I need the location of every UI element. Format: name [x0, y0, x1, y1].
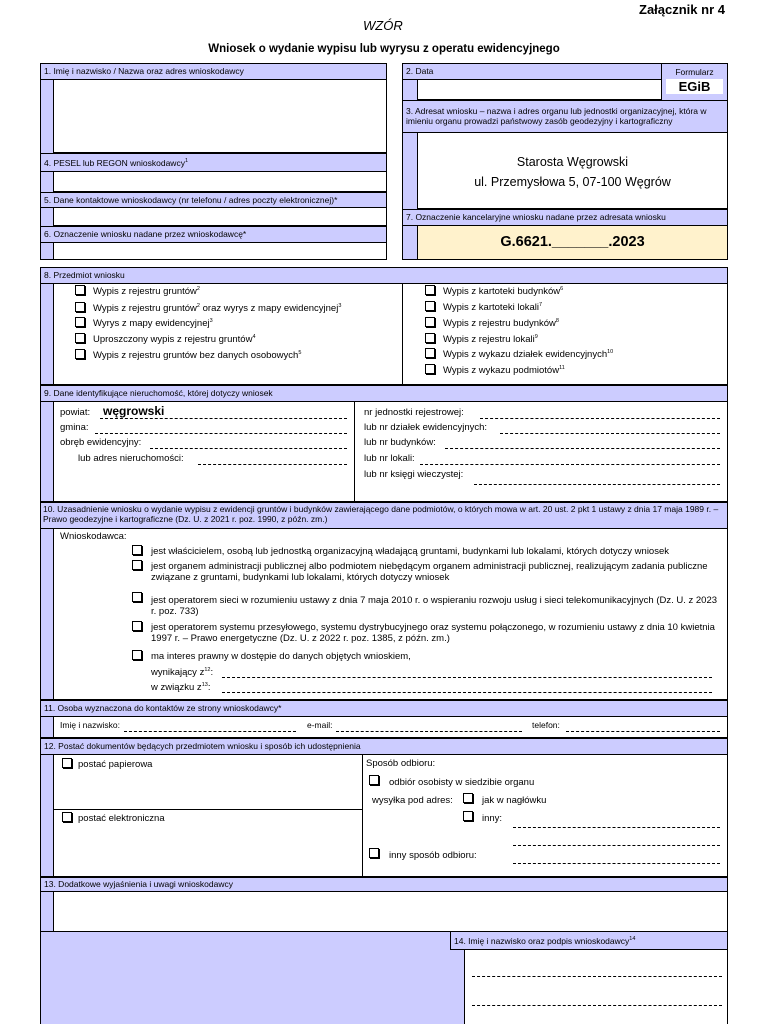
dzialki-line[interactable] — [500, 433, 720, 434]
applicant-ref-field[interactable] — [53, 242, 387, 260]
section-6-label: 6. Oznaczenie wniosku nadane przez wnioskodawcę* — [40, 226, 387, 243]
annex-label: Załącznik nr 4 — [639, 2, 725, 17]
signature-box[interactable] — [464, 949, 728, 1024]
s10-option-5: ma interes prawny w dostępie do danych objętych wnioskiem, — [151, 651, 411, 662]
section-9-label: 9. Dane identyfikujące nieruchomość, której dotyczy wniosek — [40, 385, 728, 402]
addressee-box — [417, 132, 728, 209]
checkbox-s8-r4[interactable] — [425, 348, 435, 358]
adres-label: lub adres nieruchomości: — [78, 453, 184, 464]
signature-line-2 — [472, 1005, 722, 1006]
s8-left-item: Wypis z rejestru gruntów$^2$ oraz wyrys z mapy ewidencyjnej$^3$ — [93, 303, 342, 315]
pesel-field[interactable] — [53, 171, 387, 192]
contact-email-label: e-mail: — [307, 720, 333, 730]
zwiazku-line[interactable] — [222, 692, 712, 693]
checkbox-papier[interactable] — [62, 758, 72, 768]
checkbox-elektr[interactable] — [62, 812, 72, 822]
section-9-left-box — [53, 401, 355, 502]
form-label: Formularz — [675, 67, 714, 77]
s8-right-item: Wypis z wykazu działek ewidencyjnych$^{10}$ — [443, 349, 614, 361]
wysylka-label: wysyłka pod adres: — [372, 795, 453, 806]
obreb-line[interactable] — [150, 448, 347, 449]
checkbox-inny-sposob[interactable] — [369, 848, 379, 858]
wynikajacy-label: wynikający $z^{12}$: — [151, 667, 214, 679]
section-10-label: 10. Uzasadnienie wniosku o wydanie wypisu z ewidencji gruntów i budynków zawierającego dane podmiotów, o których mowa w art. 20 ust. 2 pkt 1 ustawy z dnia 17 maja 1989 r. – Prawo geodezyjne i kartograficzne (Dz. U. z 2021 r. poz. 1990, z późn. zm.) — [40, 502, 728, 529]
checkbox-s10-5[interactable] — [132, 650, 142, 660]
budynkow-label: lub nr budynków: — [364, 437, 436, 448]
wynikajacy-line[interactable] — [222, 677, 712, 678]
section-5-label: 5. Dane kontaktowe wnioskodawcy (nr telefonu / adres poczty elektronicznej)* — [40, 192, 387, 208]
office-ref-box — [417, 225, 728, 260]
inny-sposob-line[interactable] — [513, 863, 720, 864]
gmina-line[interactable] — [95, 433, 347, 434]
contact-tel-label: telefon: — [532, 720, 560, 730]
s8-right-item: Wypis z rejestru lokali$^9$ — [443, 334, 538, 346]
section-8-label: 8. Przedmiot wniosku — [40, 267, 728, 284]
wzor-label: WZÓR — [363, 18, 403, 33]
ksiegi-label: lub nr księgi wieczystej: — [364, 469, 464, 480]
date-field[interactable] — [417, 79, 662, 100]
inny-label: inny: — [482, 813, 503, 824]
naglowek-label: jak w nagłówku — [482, 795, 547, 806]
s10-option-3: jest operatorem sieci w rozumieniu ustawy z dnia 7 maja 2010 r. o wspieraniu rozwoju usług i sieci telekomunikacyjnych (Dz. U. z 2023 r. poz. 733) — [151, 595, 718, 618]
checkbox-s10-3[interactable] — [132, 592, 142, 602]
section-12-label: 12. Postać dokumentów będących przedmiotem wniosku i sposób ich udostępnienia — [40, 738, 728, 755]
s10-option-4: jest operatorem systemu przesyłowego, systemu dystrybucyjnego oraz systemu połączonego, w rozumieniu ustawy z dnia 10 kwietnia 1997 r. – Prawo energetyczne (Dz. U. z 2022 r. poz. 1385, z późn. zm.) — [151, 622, 715, 645]
form-code-box — [661, 63, 728, 101]
inny-line-1[interactable] — [513, 827, 720, 828]
inny-sposob-label: inny sposób odbioru: — [389, 850, 477, 861]
powiat-label: powiat: — [60, 407, 91, 418]
s8-right-item: Wypis z kartoteki lokali$^7$ — [443, 302, 543, 314]
zwiazku-label: w związku $z^{13}$: — [151, 682, 211, 694]
checkbox-naglowek[interactable] — [463, 793, 473, 803]
checkbox-s8-l4[interactable] — [75, 349, 85, 359]
applicant-name-field[interactable] — [53, 79, 387, 153]
page-title: Wniosek o wydanie wypisu lub wyrysu z operatu ewidencyjnego — [208, 43, 560, 55]
checkbox-s8-l3[interactable] — [75, 333, 85, 343]
checkbox-s8-r3[interactable] — [425, 333, 435, 343]
checkbox-osobisty[interactable] — [369, 775, 379, 785]
wnioskodawca-label: Wnioskodawca: — [60, 531, 127, 542]
checkbox-s8-l2[interactable] — [75, 317, 85, 327]
sposob-label: Sposób odbioru: — [366, 758, 436, 769]
gmina-label: gmina: — [60, 422, 89, 433]
obreb-label: obręb ewidencyjny: — [60, 437, 142, 448]
lokali-label: lub nr lokali: — [364, 453, 415, 464]
s8-left-item: Wypis z rejestru gruntów bez danych osobowych$^5$ — [93, 350, 302, 362]
checkbox-s8-r5[interactable] — [425, 364, 435, 374]
remarks-field[interactable] — [53, 891, 728, 932]
contact-tel-line[interactable] — [566, 731, 720, 732]
addressee-line2: ul. Przemysłowa 5, 07-100 Węgrów — [474, 175, 671, 189]
powiat-value[interactable]: węgrowski — [103, 404, 165, 418]
section-1-label: 1. Imię i nazwisko / Nazwa oraz adres wnioskodawcy — [40, 63, 387, 80]
addressee-line1: Starosta Węgrowski — [516, 155, 629, 169]
contact-field[interactable] — [53, 207, 387, 226]
checkbox-s8-r0[interactable] — [425, 285, 435, 295]
adres-line[interactable] — [198, 464, 347, 465]
contact-email-line[interactable] — [336, 731, 522, 732]
s8-left-item: Wypis z rejestru gruntów$^2$ — [93, 286, 200, 298]
jednostka-line[interactable] — [480, 418, 720, 419]
form-code: EGiB — [666, 79, 723, 94]
checkbox-s8-r1[interactable] — [425, 301, 435, 311]
papier-label: postać papierowa — [78, 759, 153, 770]
osobisty-label: odbiór osobisty w siedzibie organu — [389, 777, 535, 788]
checkbox-s10-4[interactable] — [132, 621, 142, 631]
s8-right-item: Wypis z kartoteki budynków$^6$ — [443, 286, 564, 298]
section-3-label: 3. Adresat wniosku – nazwa i adres organu lub jednostki organizacyjnej, która w imieniu organu prowadzi państwowy zasób geodezyjny i kartograficzny — [402, 100, 728, 133]
contact-name-label: Imię i nazwisko: — [60, 720, 120, 730]
s8-left-item: Uproszczony wypis z rejestru gruntów$^4$ — [93, 334, 256, 346]
jednostka-label: nr jednostki rejestrowej: — [364, 407, 464, 418]
section-13-label: 13. Dodatkowe wyjaśnienia i uwagi wnioskodawcy — [40, 877, 728, 892]
office-ref-value: G.6621._______.2023 — [500, 234, 645, 250]
checkbox-s10-2[interactable] — [132, 560, 142, 570]
s8-right-item: Wypis z rejestru budynków$^8$ — [443, 318, 559, 330]
checkbox-s8-r2[interactable] — [425, 317, 435, 327]
contact-name-line[interactable] — [124, 731, 296, 732]
powiat-line — [100, 418, 347, 419]
inny-line-2[interactable] — [513, 845, 720, 846]
s10-option-1: jest właścicielem, osobą lub jednostką organizacyjną władającą gruntami, budynkami lub lokalami, których dotyczy wniosek — [151, 546, 670, 557]
dzialki-label: lub nr działek ewidencyjnych: — [364, 422, 488, 433]
section-11-box — [53, 716, 728, 738]
signature-line-1 — [472, 976, 722, 977]
checkbox-s10-1[interactable] — [132, 545, 142, 555]
s10-option-2: jest organem administracji publicznej albo podmiotem niebędącym organem administracji publicznej, realizującym zadania publiczne związane z gruntami, budynkami lub lokalami, których dotyczy wniosek — [151, 561, 708, 584]
budynkow-line[interactable] — [445, 448, 720, 449]
checkbox-s8-l0[interactable] — [75, 285, 85, 295]
section-4-label: 4. PESEL lub REGON wnioskodawcy$^1$ — [40, 153, 387, 172]
section-7-label: 7. Oznaczenie kancelaryjne wniosku nadane przez adresata wniosku — [402, 209, 728, 226]
checkbox-inny[interactable] — [463, 811, 473, 821]
ksiegi-line[interactable] — [474, 484, 720, 485]
lokali-line[interactable] — [420, 464, 720, 465]
checkbox-s8-l1[interactable] — [75, 302, 85, 312]
section-2-label: 2. Data — [402, 63, 662, 80]
section-14-label: 14. Imię i nazwisko oraz podpis wnioskodawcy$^{14}$ — [450, 931, 728, 950]
elektr-label: postać elektroniczna — [78, 813, 165, 824]
s8-left-item: Wyrys z mapy ewidencyjnej$^3$ — [93, 318, 213, 330]
section-11-label: 11. Osoba wyznaczona do kontaktów ze strony wnioskodawcy* — [40, 700, 728, 717]
s8-right-item: Wypis z wykazu podmiotów$^{11}$ — [443, 365, 565, 377]
